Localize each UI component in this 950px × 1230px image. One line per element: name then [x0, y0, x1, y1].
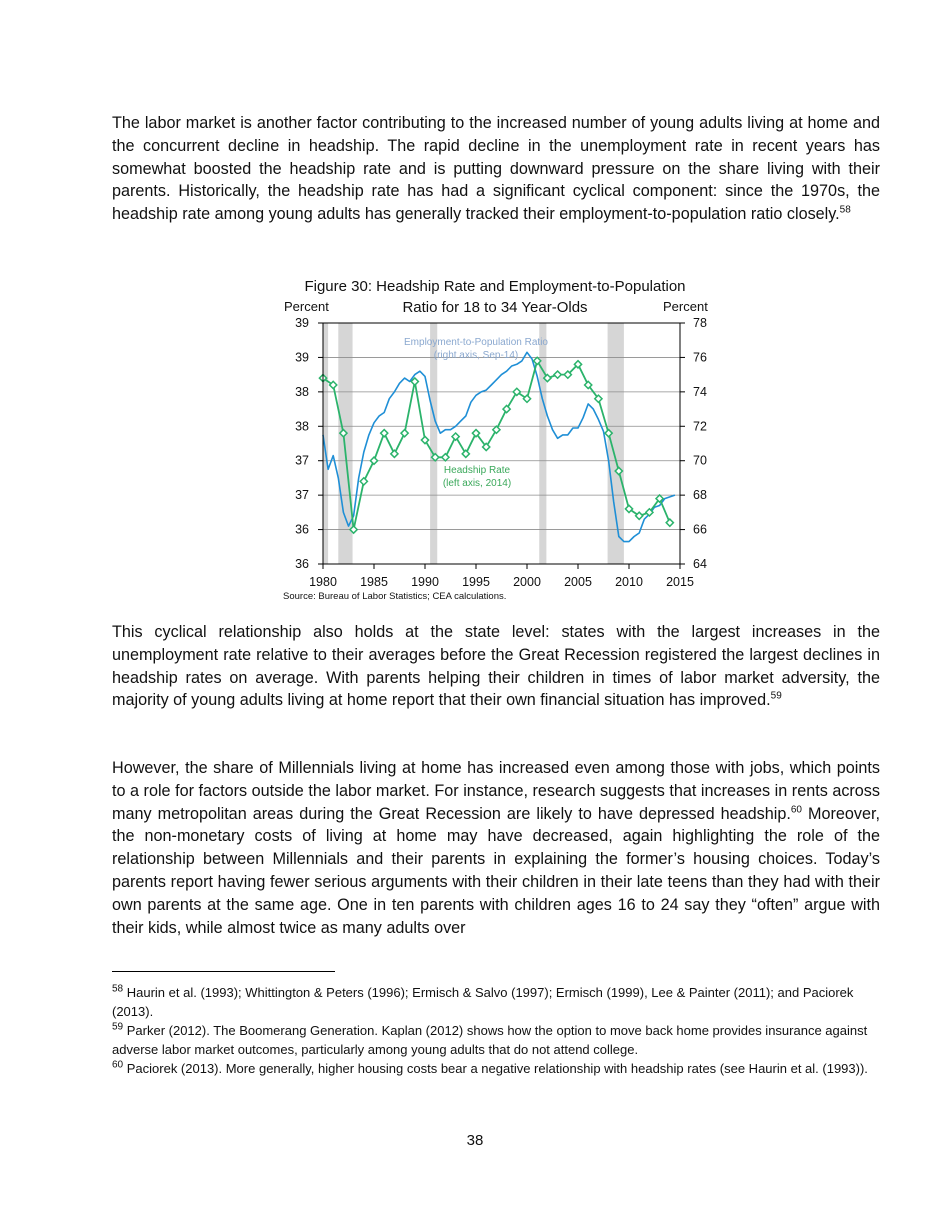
left-tick-label: 39 — [295, 350, 309, 365]
footnote-text: Haurin et al. (1993); Whittington & Peters (1996); Ermisch & Salvo (1997); Ermisch (1999), Lee & Painter (2011); and Paciorek (2013). — [112, 985, 854, 1019]
left-tick-label: 37 — [295, 453, 309, 468]
footnote-divider — [112, 971, 335, 972]
headship-point — [421, 436, 428, 443]
footnote-ref[interactable]: 60 — [790, 804, 802, 816]
x-tick-label: 2005 — [564, 575, 592, 589]
left-tick-label: 38 — [295, 384, 309, 399]
figure-title-line-2: Ratio for 18 to 34 Year-Olds — [402, 299, 588, 316]
footnote-number: 59 — [112, 1021, 124, 1033]
x-tick-label: 1985 — [360, 575, 388, 589]
footnote-ref[interactable]: 59 — [770, 691, 782, 702]
left-tick-label: 36 — [295, 522, 309, 537]
chart-source-note: Source: Bureau of Labor Statistics; CEA calculations. — [283, 591, 507, 602]
footnote-text: Paciorek (2013). More generally, higher housing costs bear a negative relationship with headship rates (see Haurin et al. (1993)). — [123, 1061, 868, 1076]
right-tick-label: 64 — [693, 557, 707, 571]
footnote-58 — [112, 983, 872, 1021]
footnote-number: 60 — [112, 1059, 124, 1071]
x-tick-label: 1995 — [462, 575, 490, 589]
paragraph-text: The labor market is another factor contributing to the increased number of young adults living at home and the concurrent decline in headship. The rapid decline in the unemployment rate in recent years has somewhat boosted the headship rate and is putting downward pressure on the share living with their parents. Historically, the headship rate has had a significant cyclical component: since the 1970s, the headship rate among young adults has generally tracked their employment-to-population ratio closely. — [112, 114, 880, 224]
employment-series-sublabel: (right axis, Sep-14) — [433, 350, 519, 361]
paragraph-text: This cyclical relationship also holds at the state level: states with the largest increases in the unemployment rate relative to their averages before the Great Recession registered the largest declines in headship rates on average. With parents helping their children in times of labor market adversity, the majority of young adults living at home report that their own financial situation has improved. — [112, 623, 880, 710]
headship-point — [554, 371, 561, 378]
recession-band — [608, 323, 624, 564]
headship-point — [401, 430, 408, 437]
employment-series-label: Employment-to-Population Ratio — [404, 337, 548, 348]
x-tick-label: 2015 — [666, 575, 694, 589]
x-tick-label: 1990 — [411, 575, 439, 589]
right-tick-label: 72 — [693, 419, 707, 434]
footnote-60 — [112, 1059, 872, 1078]
headship-point — [666, 519, 673, 526]
right-tick-label: 78 — [693, 316, 707, 330]
recession-band — [338, 323, 352, 564]
headship-point — [381, 430, 388, 437]
left-tick-label: 38 — [295, 419, 309, 434]
paragraph-text-continued: Moreover, the non-monetary costs of living at home may have decreased, again highlighting the role of the relationship between Millennials and their parents in explaining the former’s housing choices. Today’s parents report having fewer serious arguments with their children in their late teens than they had with their own parents at the same age. One in ten parents with children ages 16 to 24 say they “often” argue with their kids, while almost twice as many adults over — [112, 804, 880, 937]
headship-point — [360, 478, 367, 485]
figure-title-line-1: Figure 30: Headship Rate and Employment-to-Population — [304, 278, 686, 295]
left-tick-label: 37 — [295, 488, 309, 503]
footnote-text: Parker (2012). The Boomerang Generation. Kaplan (2012) shows how the option to move back home provides insurance against adverse labor market outcomes, particularly among young adults that do not attend college. — [112, 1023, 868, 1057]
headship-series-sublabel: (left axis, 2014) — [442, 478, 512, 489]
paragraph-labor-market — [112, 112, 880, 226]
right-tick-label: 70 — [693, 453, 707, 468]
x-tick-label: 2010 — [615, 575, 643, 589]
x-tick-label: 1980 — [309, 575, 337, 589]
headship-point — [370, 457, 377, 464]
footnote-number: 58 — [112, 983, 124, 995]
right-axis-unit: Percent — [663, 299, 708, 314]
left-tick-label: 39 — [295, 316, 309, 330]
right-tick-label: 66 — [693, 522, 707, 537]
x-tick-label: 2000 — [513, 575, 541, 589]
page-number: 38 — [466, 1132, 484, 1149]
right-tick-label: 74 — [693, 384, 707, 399]
left-axis-unit: Percent — [284, 299, 329, 314]
right-tick-label: 68 — [693, 488, 707, 503]
paragraph-text: However, the share of Millennials living at home has increased even among those with jobs, which points to a role for factors outside the labor market. For instance, research suggests that increases in rents across many metropolitan areas during the Great Recession are likely to have depressed headship. — [112, 759, 880, 823]
headship-series-label: Headship Rate — [443, 465, 511, 476]
recession-band — [539, 323, 546, 564]
right-tick-label: 76 — [693, 350, 707, 365]
headship-point — [442, 454, 449, 461]
footnote-ref[interactable]: 58 — [839, 204, 851, 216]
paragraph-state-level — [112, 621, 880, 712]
headship-point — [391, 450, 398, 457]
headship-chart — [270, 298, 710, 608]
left-tick-label: 36 — [295, 557, 309, 571]
paragraph-millennials — [112, 757, 880, 939]
footnote-59 — [112, 1021, 872, 1059]
